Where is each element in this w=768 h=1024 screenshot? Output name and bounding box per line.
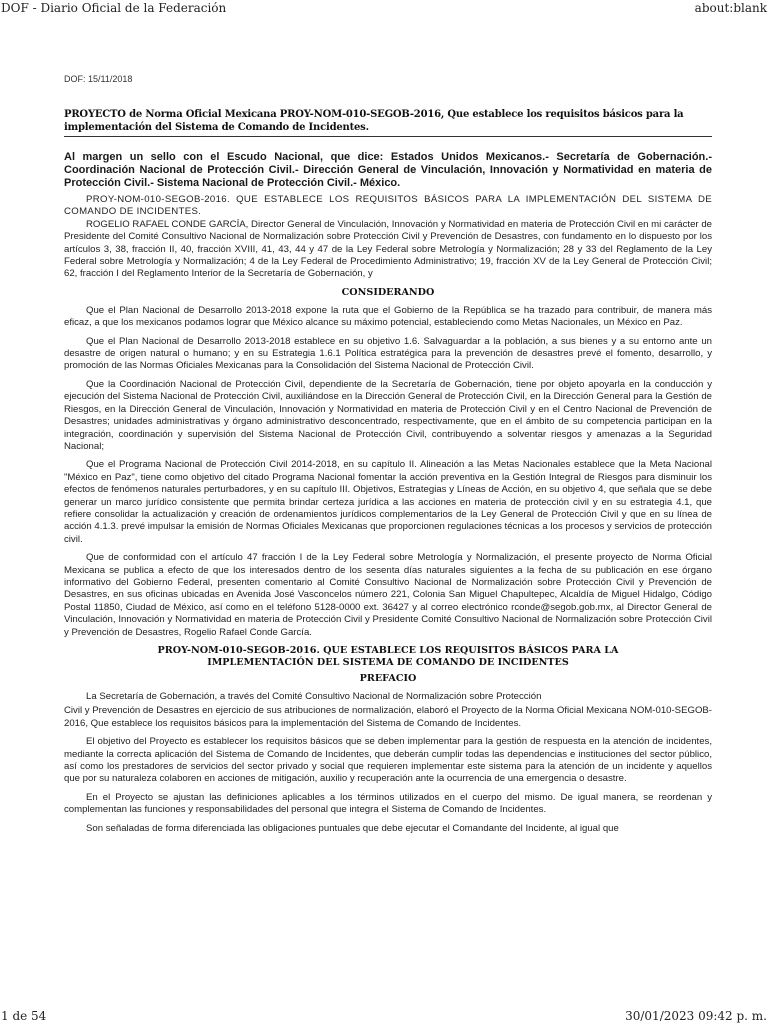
document-title: PROYECTO de Norma Oficial Mexicana PROY-NOM-010-SEGOB-2016, Que establece los requisitos básicos para la implementación del Sistema de Comando de Incidentes. (64, 108, 712, 137)
prefacio-heading: PREFACIO (359, 673, 417, 684)
margin-note: Al margen un sello con el Escudo Nacional, que dice: Estados Unidos Mexicanos.- Secretaría de Gobernación.- Coordinación Nacional de Protección Civil.- Dirección General de Vinculación, Innovación y Normatividad en materia de Protección Civil.- Sistema Nacional de Protección Civil.- México. (64, 151, 712, 189)
considerando-paragraph: Que la Coordinación Nacional de Protección Civil, dependiente de la Secretaría de Gobernación, tiene por objeto apoyarla en la conducción y ejecución del Sistema Nacional de Protección Civil, auxiliándose en la Dirección General de Protección Civil, en la Dirección General para la Gestión de Riesgos, en la Dirección General de Vinculación, Innovación y Normatividad en materia de Protección Civil y en el Centro Nacional de Prevención de Desastres; unidades administrativas y órgano administrativo desconcentrado, respectivamente, que en el ámbito de su competencia participan en la integración, coordinación y supervisión del Sistema Nacional de Protección Civil, contribuyendo a solventar riesgos y amenazas a la Seguridad Nacional; (64, 378, 712, 452)
considerando-paragraph: Que de conformidad con el artículo 47 fracción I de la Ley Federal sobre Metrología y Normalización, el presente proyecto de Norma Oficial Mexicana se publica a efecto de que los interesados dentro de los sesenta días naturales siguientes a la fecha de su publicación en ese órgano informativo del Gobierno Federal, presenten comentario al Comité Consultivo Nacional de Normalización sobre Protección Civil y Prevención de Desastres, en sus oficinas ubicadas en Avenida José Vasconcelos número 221, Colonia San Miguel Chapultepec, Alcaldía de Miguel Hidalgo, Código Postal 11850, Ciudad de México, así como en el teléfono 5128-0000 ext. 36427 y al correo electrónico rconde@segob.gob.mx, al Director General de Vinculación, Innovación y Normatividad en materia de Protección Civil y Presidente Comité Consultivo Nacional de Normalización sobre Protección Civil y Prevención de Desastres, Rogelio Rafael Conde García. (64, 552, 712, 638)
print-header (0, 0, 768, 18)
dof-date: DOF: 15/11/2018 (64, 74, 133, 84)
intro-caps: PROY-NOM-010-SEGOB-2016. QUE ESTABLECE LOS REQUISITOS BÁSICOS PARA LA IMPLEMENTACIÓN DEL SISTEMA DE COMANDO DE INCIDENTES. (64, 194, 712, 218)
page-title: DOF - Diario Oficial de la Federación (1, 1, 227, 15)
page-url: about:blank (694, 1, 767, 15)
prefacio-first-line: La Secretaría de Gobernación, a través del Comité Consultivo Nacional de Normalización sobre Protección (86, 691, 542, 702)
print-footer (0, 1008, 768, 1024)
prefacio-continuation: Civil y Prevención de Desastres en ejercicio de sus atribuciones de normalización, elaboró el Proyecto de la Norma Oficial Mexicana NOM-010-SEGOB-2016, Que establece los requisitos básicos para la implementación del Sistema de Comando de Incidentes. (64, 705, 712, 729)
prefacio-paragraph: El objetivo del Proyecto es establecer los requisitos básicos que se deben implementar para la gestión de respuesta en la atención de incidentes, mediante la correcta aplicación del Sistema de Comando de Incidentes, que deberán cumplir todas las dependencias e instituciones del sector público, así como los prestadores de servicios del sector privado y social que requieren implementar este sistema para la atención de un incidente y aquellos que por su naturaleza colaboren en acciones de mitigación, auxilio y recuperación ante la ocurrencia de una emergencia o desastre. (64, 736, 712, 785)
norm-heading-line1: PROY-NOM-010-SEGOB-2016. QUE ESTABLECE LOS REQUISITOS BÁSICOS PARA LA (157, 645, 619, 656)
considerando-paragraph: Que el Plan Nacional de Desarrollo 2013-2018 expone la ruta que el Gobierno de la República se ha trazado para contribuir, de manera más eficaz, a que los mexicanos podamos lograr que México alcance su máximo potencial, estableciendo como Metas Nacionales, un México en Paz. (64, 304, 712, 329)
prefacio-paragraph: En el Proyecto se ajustan las definiciones aplicables a los términos utilizados en el cuerpo del mismo. De igual manera, se reordenan y complementan las funciones y responsabilidades del personal que integra el Sistema de Comando de Incidentes. (64, 791, 712, 816)
considerando-heading: CONSIDERANDO (341, 286, 435, 298)
document-body (64, 70, 712, 841)
considerando-paragraph: Que el Plan Nacional de Desarrollo 2013-2018 establece en su objetivo 1.6. Salvaguardar a la población, a sus bienes y a su entorno ante un desastre de origen natural o humano; y en su Estrategia 1.6.1 Política estratégica para la prevención de desastres prevé el fomento, desarrollo, y promoción de las Normas Oficiales Mexicanas para la Consolidación del Sistema Nacional de Protección Civil. (64, 335, 712, 372)
intro-paragraph: ROGELIO RAFAEL CONDE GARCÍA, Director General de Vinculación, Innovación y Normatividad en materia de Protección Civil en mi carácter de Presidente del Comité Consultivo Nacional de Normalización sobre Protección Civil y Prevención de Desastres, con fundamento en lo dispuesto por los artículos 3, 38, fracción II, 40, fracción XVIII, 41, 43, 44 y 47 de la Ley Federal sobre Metrología y Normalización; 28 y 33 del Reglamento de la Ley Federal sobre Metrología y Normalización; 4 de la Ley Federal de Procedimiento Administrativo; 19, fracción XV de la Ley General de Protección Civil; 62, fracción I del Reglamento Interior de la Secretaría de Gobernación, y (64, 218, 712, 280)
prefacio-paragraph: Son señaladas de forma diferenciada las obligaciones puntuales que debe ejecutar el Comandante del Incidente, al igual que (86, 822, 619, 834)
norm-heading-line2: IMPLEMENTACIÓN DEL SISTEMA DE COMANDO DE INCIDENTES (207, 657, 569, 668)
page-number: 1 de 54 (1, 1009, 47, 1023)
print-datetime: 30/01/2023 09:42 p. m. (625, 1009, 767, 1023)
considerando-paragraph: Que el Programa Nacional de Protección Civil 2014-2018, en su capítulo II. Alineación a las Metas Nacionales establece que la Meta Nacional "México en Paz", tiene como objetivo del citado Programa Nacional fomentar la acción preventiva en la Gestión Integral de Riesgos para disminuir los efectos de fenómenos naturales perturbadores, y en su capítulo III. Objetivos, Estrategias y Líneas de Acción, en su objetivo 4, que señala que se debe generar un marco jurídico consistente que permita brindar certeza jurídica a las acciones en materia de protección civil y en su estrategia 4.1, que refiere consolidar la actualización y creación de ordenamientos jurídicos complementarios de la Ley General de Protección Civil y que en su línea de acción 4.1.3. prevé impulsar la emisión de Normas Oficiales Mexicanas que proporcionen regulaciones técnicas a los procesos y servicios de protección civil. (64, 459, 712, 545)
